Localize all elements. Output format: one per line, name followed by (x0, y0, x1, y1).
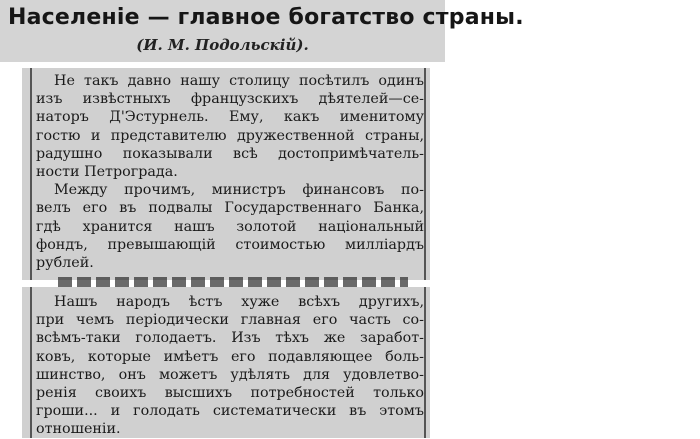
text-line: Не такъ давно нашу столицу посѣтилъ одинъ (54, 73, 424, 89)
text-line: Между прочимъ, министръ финансовъ по- (54, 182, 424, 199)
text-line: рублей. (36, 254, 94, 271)
title-clipping (0, 0, 524, 62)
article-author: (И. М. Подольскiй). (136, 36, 309, 54)
text-line: фондъ, превышающiй стоимостью миллiардъ (36, 236, 424, 253)
text-clipping-2 (22, 287, 430, 438)
text-clipping-1 (22, 68, 430, 280)
text-line: при чемъ перiодически главная его часть со- (36, 312, 424, 329)
text-line: ренiя своихъ высшихъ потребностей только (36, 384, 424, 401)
text-line: велъ его въ подвалы Государственнаго Банка, (36, 200, 424, 217)
paragraph-block-2 (36, 293, 424, 439)
text-line: гостю и представителю дружественной страны, (36, 127, 424, 144)
article-title: Населенiе — главное богатство страны. (8, 5, 524, 30)
text-line: ности Петрограда. (36, 163, 178, 180)
text-line: отношенiи. (36, 421, 121, 438)
text-line: изъ извѣстныхъ французскихъ дѣятелей—се- (36, 91, 424, 108)
text-line: радушно показывали всѣ достопримѣчатель- (36, 145, 424, 162)
text-line: гроши... и голодать систематически въ этомъ (36, 403, 424, 420)
paragraph-block-1 (36, 72, 424, 272)
text-line: всѣмъ-таки голодаетъ. Изъ тѣхъ же заработ- (36, 330, 424, 347)
text-line: наторъ Д'Эстурнель. Ему, какъ именитому (36, 109, 424, 126)
text-line: гдѣ хранится нашъ золотой нацiональный (36, 218, 424, 235)
text-line: ковъ, которые имѣетъ его подавляющее боль- (36, 348, 424, 365)
text-line: Нашъ народъ ѣстъ хуже всѣхъ другихъ, (54, 294, 424, 310)
text-line: шинство, онъ можетъ удѣлять для удовлетво- (36, 366, 424, 383)
